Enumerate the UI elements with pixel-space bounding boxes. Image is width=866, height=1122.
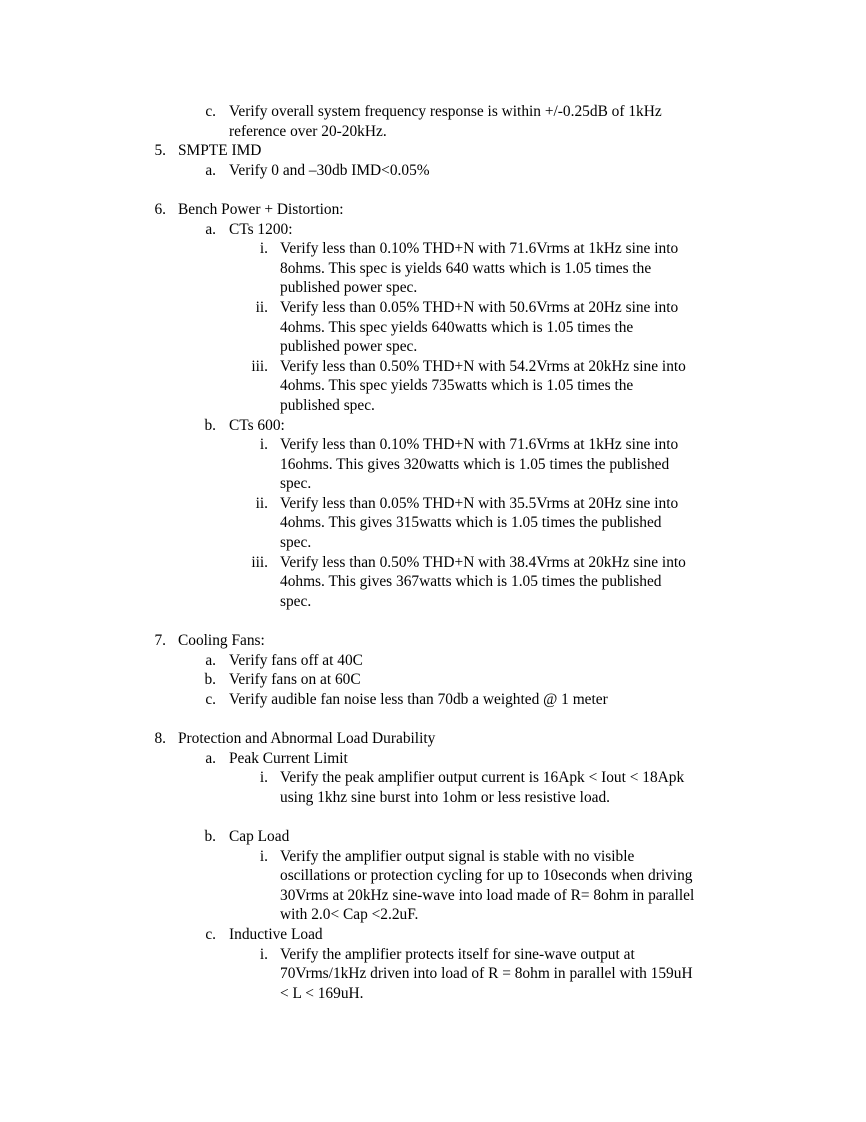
list-item-5a	[0, 161, 866, 181]
list-item-text: Verify the amplifier output signal is stable with no visible oscillations or protection cycling for up to 10seconds when driving 30Vrms at 20kHz sine-wave into load made of R= 8ohm in parallel with 2.0< Cap <2.2uF.	[280, 847, 695, 924]
list-item-text: Verify fans off at 40C	[229, 651, 363, 669]
list-item-text: Verify less than 0.05% THD+N with 50.6Vrms at 20Hz sine into 4ohms. This spec yields 640watts which is 1.05 times the published power spec.	[280, 298, 679, 356]
list-marker: a.	[205, 220, 216, 238]
spacer	[0, 180, 866, 200]
list-marker: i.	[259, 769, 268, 787]
list-marker: a.	[205, 161, 216, 179]
list-marker: 6.	[154, 200, 166, 218]
list-item-text: Verify 0 and –30db IMD<0.05%	[229, 161, 430, 179]
list-marker: iii.	[251, 553, 268, 571]
list-item-6b-ii	[0, 494, 866, 553]
section-heading: Cooling Fans:	[178, 632, 265, 650]
list-item-text: CTs 1200:	[229, 220, 293, 238]
list-item-6a	[0, 220, 866, 240]
list-item-6b-iii	[0, 553, 866, 612]
list-marker: i.	[259, 436, 268, 454]
list-item-text: Inductive Load	[229, 925, 323, 943]
list-marker: 5.	[154, 142, 166, 160]
list-item-8b-i	[0, 847, 866, 925]
list-item-7c	[0, 690, 866, 710]
list-item-4c	[0, 102, 866, 141]
list-marker: 7.	[154, 632, 166, 650]
list-item-text: Verify the peak amplifier output current is 16Apk < Iout < 18Apk using 1khz sine burst into 1ohm or less resistive load.	[280, 769, 685, 806]
list-item-8c	[0, 925, 866, 945]
list-item-6b	[0, 416, 866, 436]
list-item-6	[0, 200, 866, 220]
list-item-7b	[0, 670, 866, 690]
list-item-6a-ii	[0, 298, 866, 357]
list-item-8c-i	[0, 945, 866, 1004]
list-item-text: Verify less than 0.50% THD+N with 38.4Vrms at 20kHz sine into 4ohms. This gives 367watts which is 1.05 times the published spec.	[280, 553, 686, 610]
list-item-text: Verify fans on at 60C	[229, 671, 361, 689]
list-item-text: Verify less than 0.05% THD+N with 35.5Vrms at 20Hz sine into 4ohms. This gives 315watts which is 1.05 times the published spec.	[280, 494, 679, 552]
section-heading: Bench Power + Distortion:	[178, 200, 344, 218]
spacer	[0, 709, 866, 729]
list-item-text: Verify less than 0.10% THD+N with 71.6Vrms at 1kHz sine into 16ohms. This gives 320watts which is 1.05 times the published spec.	[280, 436, 679, 493]
list-item-8a-i	[0, 768, 866, 807]
list-item-8a	[0, 749, 866, 769]
section-heading: SMPTE IMD	[178, 142, 262, 160]
list-item-7	[0, 631, 866, 651]
list-item-8b	[0, 827, 866, 847]
list-marker: b.	[204, 416, 216, 434]
spacer	[0, 807, 866, 827]
list-item-text: Cap Load	[229, 827, 290, 845]
list-marker: a.	[205, 651, 216, 669]
list-item-text: CTs 600:	[229, 416, 285, 434]
list-item-6a-iii	[0, 357, 866, 416]
list-item-5	[0, 141, 866, 161]
list-marker: c.	[205, 103, 216, 120]
list-marker: c.	[205, 690, 216, 708]
list-marker: i.	[259, 847, 268, 865]
list-item-text: Verify the amplifier protects itself for sine-wave output at 70Vrms/1kHz driven into load of R = 8ohm in parallel with 159uH < L < 169uH.	[280, 945, 693, 1002]
list-marker: b.	[204, 827, 216, 845]
list-marker: i.	[259, 240, 268, 258]
list-marker: 8.	[154, 730, 166, 747]
list-item-8	[0, 729, 866, 749]
list-item-text: Verify less than 0.10% THD+N with 71.6Vrms at 1kHz sine into 8ohms. This spec is yields 640 watts which is 1.05 times the published power spec.	[280, 240, 679, 297]
document-page	[0, 102, 866, 1003]
list-item-text: Verify overall system frequency response is within +/-0.25dB of 1kHz reference over 20-20kHz.	[229, 103, 662, 140]
section-heading: Protection and Abnormal Load Durability	[178, 730, 436, 747]
list-marker: c.	[205, 925, 216, 943]
list-marker: ii.	[255, 298, 268, 316]
list-item-text: Verify audible fan noise less than 70db a weighted @ 1 meter	[229, 690, 608, 708]
list-item-6a-i	[0, 239, 866, 298]
list-marker: iii.	[251, 357, 268, 375]
list-marker: a.	[205, 749, 216, 767]
spacer	[0, 611, 866, 631]
list-marker: ii.	[255, 494, 268, 512]
list-item-6b-i	[0, 435, 866, 494]
list-marker: b.	[204, 671, 216, 689]
list-item-text: Verify less than 0.50% THD+N with 54.2Vrms at 20kHz sine into 4ohms. This spec yields 735watts which is 1.05 times the published spec.	[280, 357, 686, 414]
list-marker: i.	[259, 945, 268, 963]
list-item-7a	[0, 651, 866, 671]
list-item-text: Peak Current Limit	[229, 749, 348, 767]
